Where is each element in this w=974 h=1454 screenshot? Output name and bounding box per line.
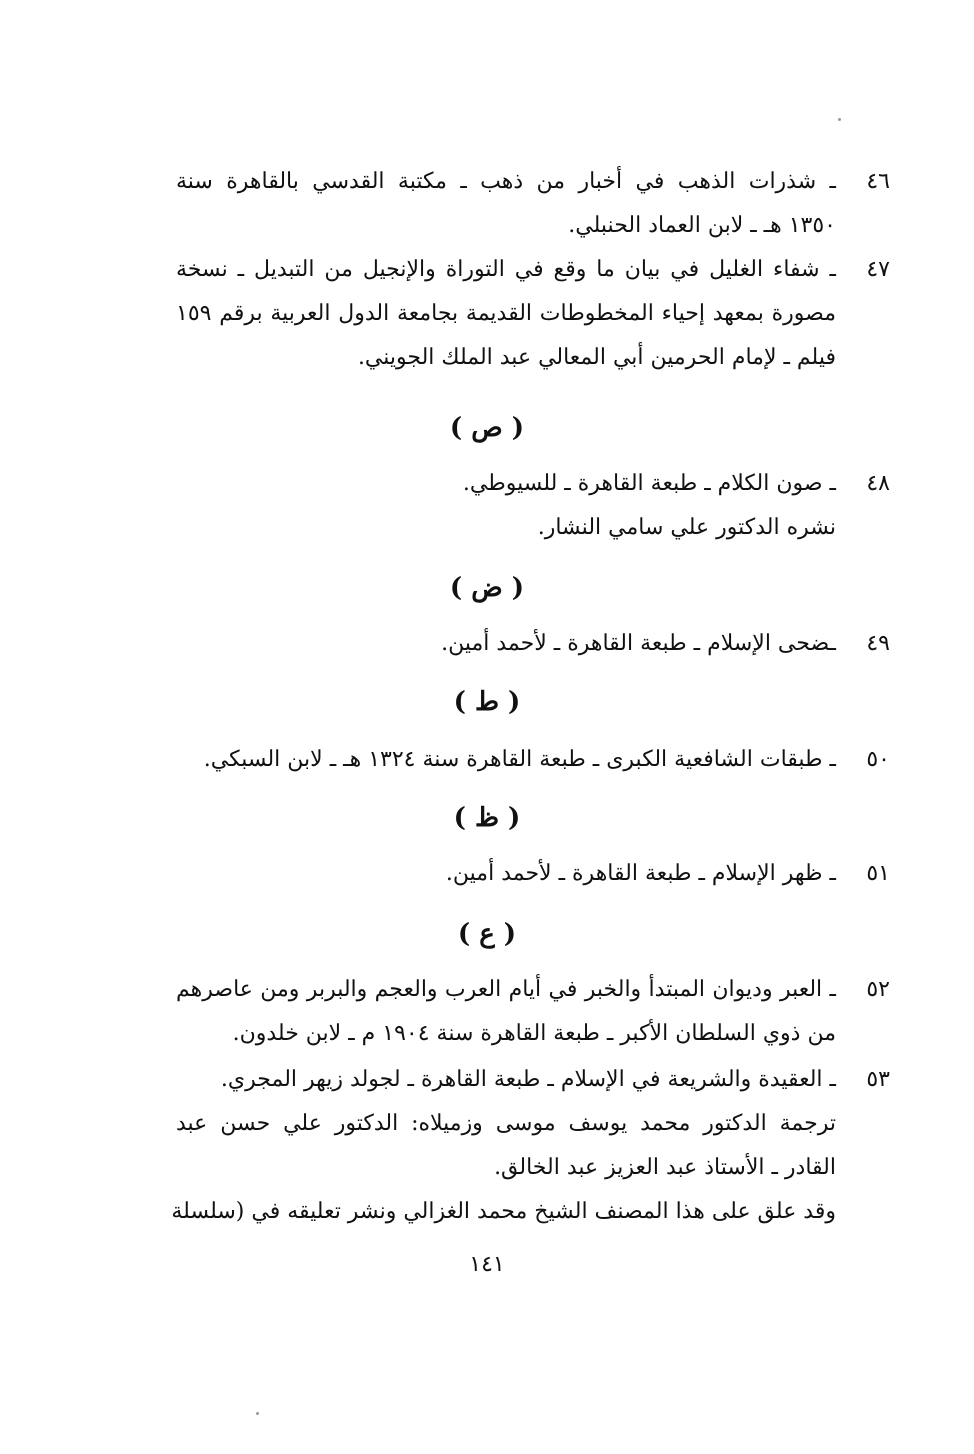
section-heading-za: ( ظ ) [453, 803, 521, 833]
entry-line: القادر ـ الأستاذ عبد العزيز عبد الخالق. [494, 1155, 836, 1180]
bibliography-entry-53 [171, 1058, 890, 1234]
section-heading-dad: ( ض ) [449, 573, 525, 603]
entry-number: ٤٦ [866, 169, 890, 194]
entry-line: ـ طبقات الشافعية الكبرى ـ طبعة القاهرة سنة ١٣٢٤ هـ ـ لابن السبكي. [203, 747, 836, 772]
entry-number: ٥٣ [866, 1067, 890, 1092]
entry-line: ١٣٥٠ هـ ـ لابن العماد الحنبلي. [568, 213, 836, 238]
entry-line: نشره الدكتور علي سامي النشار. [537, 515, 836, 540]
scan-speck [256, 1412, 259, 1415]
entry-line: من ذوي السلطان الأكبر ـ طبعة القاهرة سنة ١٩٠٤ م ـ لابن خلدون. [232, 1021, 836, 1046]
entry-number: ٥٢ [866, 977, 890, 1002]
entry-line: وقد علق على هذا المصنف الشيخ محمد الغزالي ونشر تعليقه في (سلسلة [171, 1199, 836, 1224]
entry-line: ـ ظهر الإسلام ـ طبعة القاهرة ـ لأحمد أمين. [445, 861, 836, 886]
entry-line: ـ شذرات الذهب في أخبار من ذهب ـ مكتبة القدسي بالقاهرة سنة [176, 169, 836, 194]
entry-number: ٤٩ [866, 631, 890, 656]
page-number: ١٤١ [469, 1252, 505, 1277]
bibliography-entry-49 [176, 622, 890, 666]
entry-number: ٤٨ [866, 471, 890, 496]
bibliography-entry-51 [176, 852, 890, 896]
scan-speck [838, 118, 841, 121]
entry-line: ـضحى الإسلام ـ طبعة القاهرة ـ لأحمد أمين. [441, 631, 836, 656]
entry-line: ـ العقيدة والشريعة في الإسلام ـ طبعة القاهرة ـ لجولد زيهر المجري. [220, 1067, 836, 1092]
entry-line: فيلم ـ لإمام الحرمين أبي المعالي عبد الملك الجويني. [357, 345, 836, 370]
bibliography-entry-50 [176, 738, 890, 782]
section-heading-ta: ( ط ) [453, 687, 521, 717]
entry-line: ـ شفاء الغليل في بيان ما وقع في التوراة والإنجيل من التبديل ـ نسخة [176, 257, 836, 282]
section-heading-ain: ( ع ) [457, 919, 517, 949]
section-heading-sad: ( ص ) [449, 413, 525, 443]
bibliography-entry-46 [176, 160, 890, 248]
entry-line: مصورة بمعهد إحياء المخطوطات القديمة بجامعة الدول العربية برقم ١٥٩ [176, 301, 836, 326]
entry-line: ـ العبر وديوان المبتدأ والخبر في أيام العرب والعجم والبربر ومن عاصرهم [176, 977, 836, 1002]
bibliography-entry-52 [176, 968, 890, 1056]
bibliography-entry-47 [176, 248, 890, 380]
entry-line: ـ صون الكلام ـ طبعة القاهرة ـ للسيوطي. [462, 471, 836, 496]
entry-number: ٥١ [866, 861, 890, 886]
entry-number: ٥٠ [866, 747, 890, 772]
entry-number: ٤٧ [866, 257, 890, 282]
entry-line: ترجمة الدكتور محمد يوسف موسى وزميلاه: الدكتور علي حسن عبد [176, 1111, 836, 1136]
bibliography-entry-48 [176, 462, 890, 550]
